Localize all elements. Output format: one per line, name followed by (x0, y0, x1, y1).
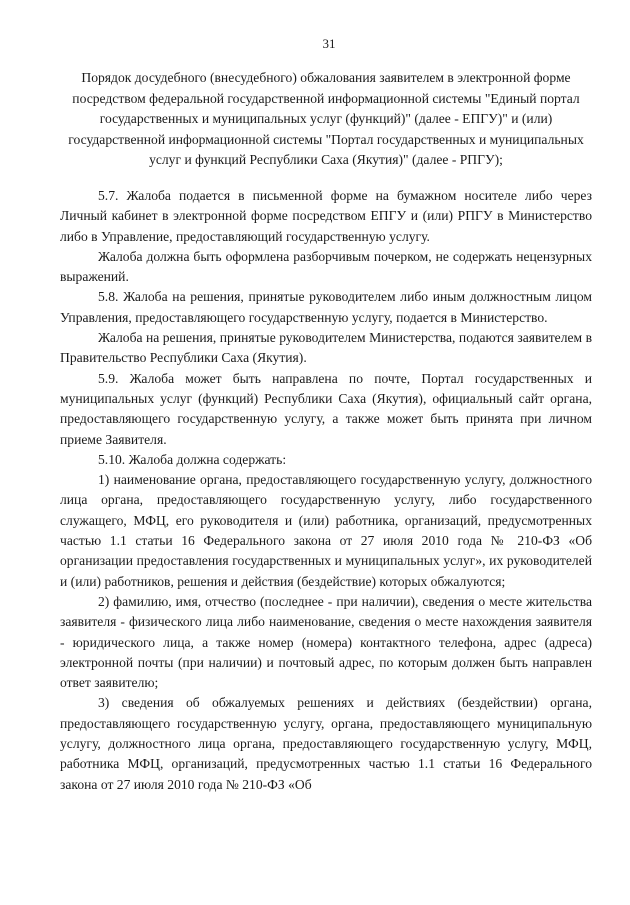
page-number: 31 (322, 36, 336, 51)
list-item-2: 2) фамилию, имя, отчество (последнее - при наличии), сведения о месте жительства заявителя - физического лица либо наименование, сведения о месте нахождения заявителя - юридического лица, а также номер (номера) контактного телефона, адрес (адреса) электронной почты (при наличии) и почтовый адрес, по которым должен быть направлен ответ заявителю; (60, 593, 592, 691)
list-item-3: 3) сведения об обжалуемых решениях и действиях (бездействии) органа, предоставляющего государственную услугу, органа, предоставляющего муниципальную услугу, должностного лица органа, предоставляющего государственную услугу, МФЦ, работника МФЦ, организаций, предусмотренных частью 1.1 статьи 16 Федерального закона от 27 июля 2010 года № 210-ФЗ «Об (60, 695, 592, 792)
paragraph-5-7: 5.7. Жалоба подается в письменной форме на бумажном носителе либо через Личный кабинет в электронной форме посредством ЕПГУ и (или) РПГУ в Министерство либо в Управление, предоставляющий государственную услугу. (60, 187, 592, 244)
section-heading: Порядок досудебного (внесудебного) обжалования заявителем в электронной форме посредством федеральной государственной информационной системы "Единый портал государственных и муниципальных услуг (функций)" (далее - ЕПГУ)" и (или) государственной информационной системы "Портал государственных и муниципальных услуг и функций Республики Саха (Якутия)" (далее - РПГУ); (68, 70, 584, 168)
body-text (60, 186, 592, 795)
paragraph-5-10: 5.10. Жалоба должна содержать: (98, 451, 287, 467)
paragraph-ministry-complaint: Жалоба на решения, принятые руководителем Министерства, подаются заявителем в Правительство Республики Саха (Якутия). (60, 330, 592, 366)
paragraph-handwriting-requirement: Жалоба должна быть оформлена разборчивым почерком, не содержать нецензурных выражений. (60, 248, 592, 285)
list-item-1: 1) наименование органа, предоставляющего государственную услугу, должностного лица органа, предоставляющего государственную услугу, либо государственного служащего, МФЦ, его руководителя и (или) работника, организаций, предусмотренных частью 1.1 статьи 16 Федерального закона от 27 июля 2010 года № 210-ФЗ «Об организации предоставления государственных и муниципальных услуг», их руководителей и (или) работников, решения и действия (бездействие) которых обжалуются; (60, 472, 592, 589)
paragraph-5-9: 5.9. Жалоба может быть направлена по почте, Портал государственных и муниципальных услуг (функций) Республики Саха (Якутия), официальный сайт органа, предоставляющего государственную услугу, а также может быть принята при личном приеме Заявителя. (60, 370, 592, 447)
paragraph-5-8: 5.8. Жалоба на решения, принятые руководителем либо иным должностным лицом Управления, предоставляющего государственную услугу, подается в Министерство. (60, 289, 592, 325)
